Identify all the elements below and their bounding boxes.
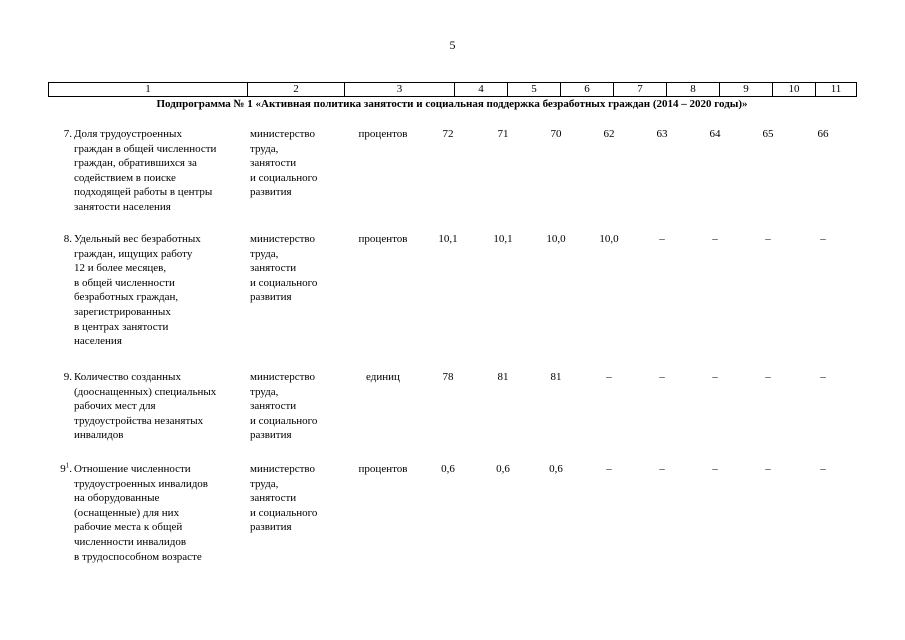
responsible-executor: министерство труда, занятости и социального развития xyxy=(250,128,318,199)
value-col-9: – xyxy=(712,233,718,245)
value-col-7: – xyxy=(606,463,612,475)
header-col-8: 8 xyxy=(667,83,720,97)
value-col-7: 62 xyxy=(603,128,615,140)
subprogram-title: Подпрограмма № 1 «Активная политика занятости и социальная поддержка безработных граждан (2014 – 2020 годы)» xyxy=(156,98,748,110)
value-col-5: 81 xyxy=(497,371,509,383)
value-col-4: 0,6 xyxy=(441,463,455,475)
header-col-7: 7 xyxy=(614,83,667,97)
header-col-4: 4 xyxy=(455,83,508,97)
row-number: 9. xyxy=(63,371,72,383)
row-number xyxy=(52,462,72,477)
indicator-name: Удельный вес безработных граждан, ищущих работу 12 и более месяцев, в общей численности безработных граждан, зарегистрированных в центрах занятости населения xyxy=(74,233,201,348)
header-col-10: 10 xyxy=(773,83,816,97)
unit-of-measure: процентов xyxy=(358,463,408,475)
row-number-superscript: 1 xyxy=(65,461,70,470)
value-col-11: 66 xyxy=(817,128,829,140)
value-col-6: 0,6 xyxy=(549,463,563,475)
value-col-10: – xyxy=(765,371,771,383)
unit-of-measure: единиц xyxy=(366,371,400,383)
header-col-6: 6 xyxy=(561,83,614,97)
indicator-name: Количество созданных (дооснащенных) специальных рабочих мест для трудоустройства незанятых инвалидов xyxy=(74,371,217,442)
value-col-5: 10,1 xyxy=(493,233,513,245)
column-number-header xyxy=(48,82,857,97)
indicator-name: Доля трудоустроенных граждан в общей численности граждан, обратившихся за содействием в поиске подходящей работы в центры занятости населения xyxy=(74,128,217,213)
value-col-11: – xyxy=(820,233,826,245)
row-number: 7. xyxy=(63,128,72,140)
header-col-5: 5 xyxy=(508,83,561,97)
value-col-8: 63 xyxy=(656,128,668,140)
value-col-11: – xyxy=(820,371,826,383)
value-col-5: 0,6 xyxy=(496,463,510,475)
value-col-9: – xyxy=(712,463,718,475)
header-col-9: 9 xyxy=(720,83,773,97)
value-col-4: 72 xyxy=(442,128,454,140)
value-col-10: 65 xyxy=(762,128,774,140)
responsible-executor: министерство труда, занятости и социального развития xyxy=(250,463,318,534)
header-col-1: 1 xyxy=(49,83,248,97)
value-col-7: 10,0 xyxy=(599,233,619,245)
value-col-8: – xyxy=(659,371,665,383)
header-col-11: 11 xyxy=(816,83,857,97)
value-col-6: 70 xyxy=(550,128,562,140)
header-col-2: 2 xyxy=(248,83,345,97)
row-number: 8. xyxy=(63,233,72,245)
value-col-7: – xyxy=(606,371,612,383)
responsible-executor: министерство труда, занятости и социального развития xyxy=(250,233,318,304)
value-col-11: – xyxy=(820,463,826,475)
value-col-4: 10,1 xyxy=(438,233,458,245)
value-col-8: – xyxy=(659,233,665,245)
row-number-dot: . xyxy=(69,463,72,475)
value-col-8: – xyxy=(659,463,665,475)
header-col-3: 3 xyxy=(345,83,455,97)
value-col-6: 81 xyxy=(550,371,562,383)
value-col-4: 78 xyxy=(442,371,454,383)
indicator-name: Отношение численности трудоустроенных инвалидов на оборудованные (оснащенные) для них рабочие места к общей численности инвалидов в трудоспособном возрасте xyxy=(74,463,209,563)
row-number-main: 9 xyxy=(60,463,66,475)
unit-of-measure: процентов xyxy=(358,233,408,245)
value-col-10: – xyxy=(765,233,771,245)
page-number: 5 xyxy=(449,38,456,52)
value-col-5: 71 xyxy=(497,128,509,140)
value-col-10: – xyxy=(765,463,771,475)
value-col-9: 64 xyxy=(709,128,721,140)
value-col-9: – xyxy=(712,371,718,383)
unit-of-measure: процентов xyxy=(358,128,408,140)
value-col-6: 10,0 xyxy=(546,233,566,245)
responsible-executor: министерство труда, занятости и социального развития xyxy=(250,371,318,442)
